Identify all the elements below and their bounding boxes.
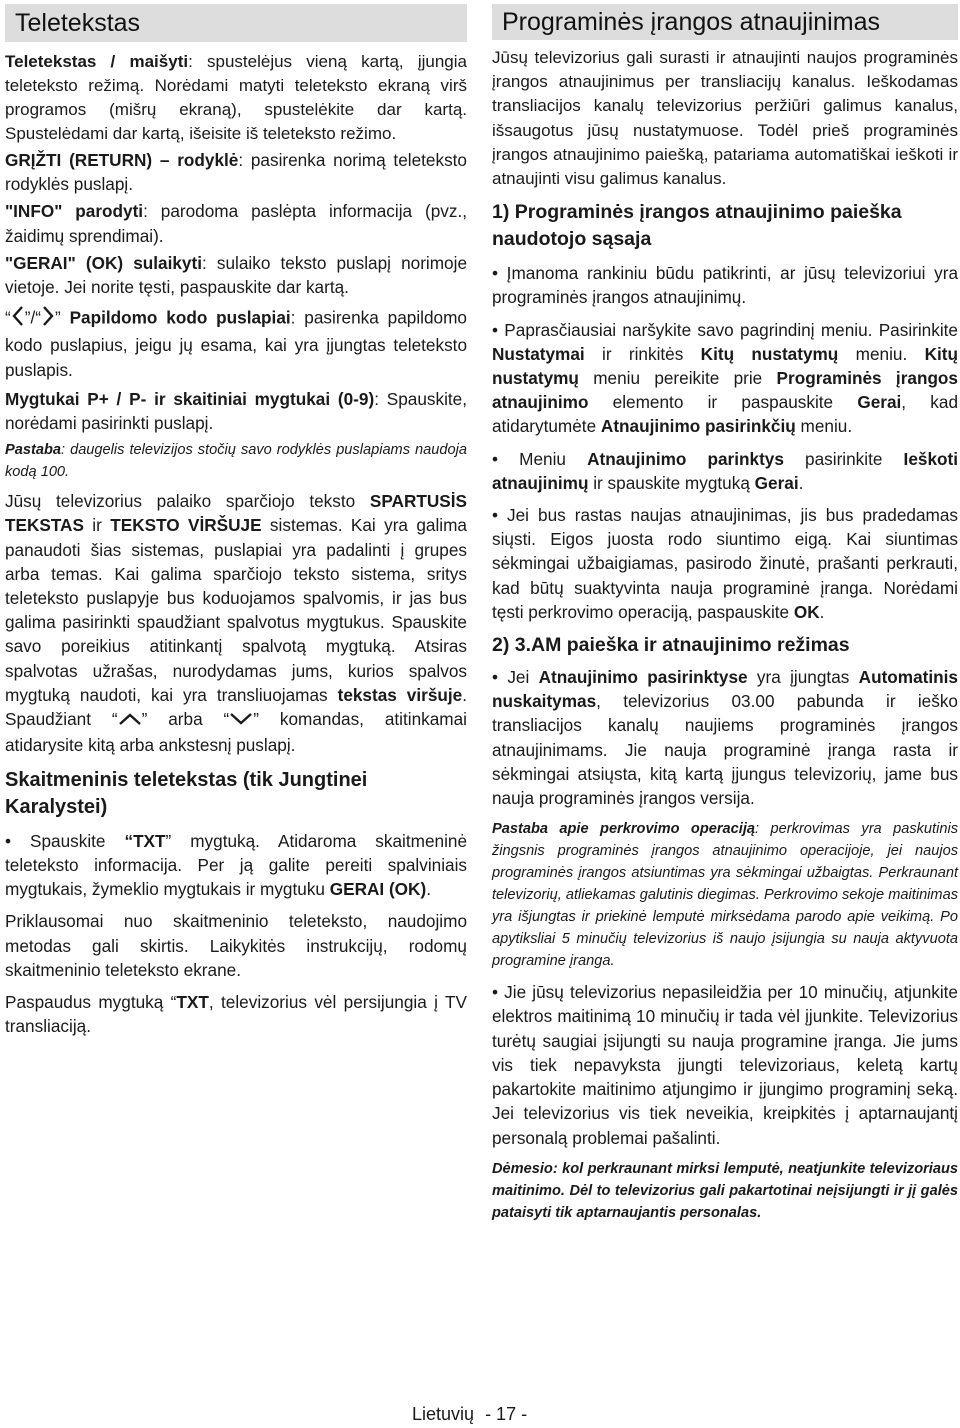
- right-column: [492, 0, 958, 1224]
- chevron-right-icon: [41, 305, 55, 333]
- paragraph-info-reveal: "INFO" parodyti: parodoma paslėpta informacija (pvz., žaidimų sprendimai).: [5, 201, 468, 246]
- subheading-digital-teletext: Skaitmeninis teletekstas (tik Jungtinei Karalystei): [5, 768, 368, 818]
- bullet-manual-check: • Įmanoma rankiniu būdu patikrinti, ar jūsų televizoriui yra programinės įrangos atnaujinimų.: [492, 263, 958, 308]
- paragraph-ok-hold: "GERAI" (OK) sulaikyti: sulaiko teksto puslapį norimoje vietoje. Jei norite tęsti, paspauskite dar kartą.: [5, 252, 467, 298]
- footer-language: Lietuvių: [412, 1404, 475, 1424]
- left-column: [5, 0, 467, 1038]
- chevron-up-icon: [118, 708, 142, 732]
- bullet-navigate-menu: • Paprasčiausiai naršykite savo pagrindinį meniu. Pasirinkite Nustatymai ir rinkitės Kitų nustatymų meniu. Kitų nustatymų meniu pereikite prie Programinės įrangos atnaujinimo elemento ir paspauskite Gerai, kad atidarytumėte Atnaujinimo pasirinkčių meniu.: [492, 319, 959, 437]
- subheading-ui-search: 1) Programinės įrangos atnaujinimo paieška naudotojo sąsaja: [492, 201, 902, 251]
- note-reboot-operation: Pastaba apie perkrovimo operaciją: perkrovimas yra paskutinis žingsnis programinės įrangos atnaujinimo operacijoje, jei naujos programinės įrangos atsiuntimas yra sėkmingai užbaigtas. Perkraunant televizorių, atliekamas galutinis diegimas. Perkrovimo sekoje maitinimas yra išjungtas ir priekinė lemputė mirksėdama parodo apie veikimą. Po apytiksliai 5 minučių televizorius iš naujo įsijungia su nauja aktyvuota programine įranga.: [492, 821, 958, 970]
- note-index-page: Pastaba: daugelis televizijos stočių savo rodyklės puslapiams naudoja kodą 100.: [5, 442, 467, 481]
- subheading-3am-mode: 2) 3.AM paieška ir atnaujinimo režimas: [492, 634, 850, 657]
- bullet-download-progress: • Jei bus rastas naujas atnaujinimas, jis bus pradedamas siųsti. Eigos juosta rodo siuntimo eigą. Kai siuntimas sėkmingai užbaigiamas, pasirodo žinutė, prašanti perkrauti, kad būtų suaktyvinta nauja programinė įranga. Norėdami tęsti perkrovimo operaciją, paspauskite OK.: [492, 505, 958, 622]
- bullet-txt-button: • Spauskite “TXT” mygtuką. Atidaroma skaitmeninė teleteksto informacija. Per ją galite pereiti spalviniais mygtukais, žymeklio mygtukais ir mygtuku GERAI (OK).: [5, 830, 467, 900]
- page-footer: [412, 1403, 527, 1425]
- section-title-software-update: Programinės įrangos atnaujinimas: [492, 4, 958, 40]
- paragraph-teletext-mix: Teletekstas / maišyti: spustelėjus vieną kartą, įjungia teleteksto režimą. Norėdami matyti teleteksto ekraną virš programos (mišrų ekraną), spustelėkite dar kartą. Spustelėdami dar kartą, išeisite iš teleteksto režimo.: [5, 52, 467, 143]
- paragraph-method-varies: Priklausomai nuo skaitmeninio teleteksto, naudojimo metodas gali skirtis. Laikykitės instrukcijų, rodomų skaitmeninio teleteksto ekrane.: [5, 911, 467, 980]
- bullet-auto-scan: • Jei Atnaujinimo pasirinktyse yra įjungtas Automatinis nuskaitymas, televizorius 03.00 pabunda ir ieško transliacijos kanalų naujiems programinės įrangos atnaujinimams. Jie nauja programinė įranga rasta ir sėkmingai atsiųsta, kitą kartą įjungus televizorių, jame bus nauja programinės įrangos versija.: [492, 667, 958, 809]
- paragraph-txt-return-tv: Paspaudus mygtuką “TXT, televizorius vėl persijungia į TV transliaciją.: [5, 992, 467, 1037]
- warning-do-not-unplug: Dėmesio: kol perkraunant mirksi lemputė, neatjunkite televizoriaus maitinimo. Dėl to televizorius gali pakartotinai neįsijungti ir jį galės pataisyti tik aptarnaujantis personalas.: [492, 1160, 958, 1221]
- section-title-teletext: Teletekstas: [5, 4, 467, 42]
- paragraph-return-index: GRĮŽTI (RETURN) – rodyklė: pasirenka norimą teleteksto rodyklės puslapį.: [5, 150, 467, 195]
- paragraph-update-intro: Jūsų televizorius gali surasti ir atnaujinti naujos programinės įrangos atnaujinimus per transliacijų kanalus. Ieškodamas transliacijos kanalų televizorius peržiūri galimus kanalus, išsaugotus jūsų nustatymuose. Todėl prieš programinės įrangos atnaujinimo paiešką, patariama automatiškai ieškoti ir atnaujinti visu galimus kanalus.: [492, 48, 958, 189]
- chevron-left-icon: [11, 305, 25, 333]
- bullet-search-updates: • Meniu Atnaujinimo parinktys pasirinkite Ieškoti atnaujinimų ir spauskite mygtuką Gerai.: [492, 448, 958, 493]
- paragraph-fastext: Jūsų televizorius palaiko sparčiojo teksto SPARTUSİS TEKSTAS ir TEKSTO VİRŠUJE sistemas. Kai yra galima panaudoti šias sistemas, puslapiai yra padalinti į grupes arba temas. Kai galima sparčiojo teksto sistema, sritys teleteksto puslapyje bus koduojamos spalvomis, ir jas bus galima pasirinkti spaudžiant spalvotus mygtukus. Spauskite savo poreikius atitinkantį spalvotą mygtuką. Atsiras spalvotas užrašas, nurodydamas jums, kurios spalvos mygtuką naudoti, kai yra transliuojamas tekstas viršuje. Spaudžiant “ ” arba “ ” komandas, atitinkamai atidarysite kitą arba ankstesnį puslapį.: [5, 491, 467, 755]
- paragraph-subcode-pages: “ ”/“ ” Papildomo kodo puslapiai: pasirenka papildomo kodo puslapius, jeigu jų esama, kai yra įjungtas teleteksto puslapis.: [5, 305, 467, 382]
- page-number: - 17 -: [485, 1404, 528, 1424]
- chevron-down-icon: [229, 708, 253, 732]
- paragraph-page-buttons: Mygtukai P+ / P- ir skaitiniai mygtukai (0-9): Spauskite, norėdami pasirinkti puslapį.: [5, 388, 467, 434]
- bullet-no-start: • Jie jūsų televizorius nepasileidžia per 10 minučių, atjunkite elektros maitinimą 10 minučių ir tada vėl įjunkite. Televizorius turėtų saugiai įsijungti su nauja programine įranga. Jie jums vis tiek nepavyksta įjungti televizoriaus, keletą kartų pakartokite maitinimo atjungimo ir įjungimo programinį seką. Jei televizorius vis tiek neveikia, kreipkitės į aptarnaujantį personalą problemai pašalinti.: [492, 982, 958, 1148]
